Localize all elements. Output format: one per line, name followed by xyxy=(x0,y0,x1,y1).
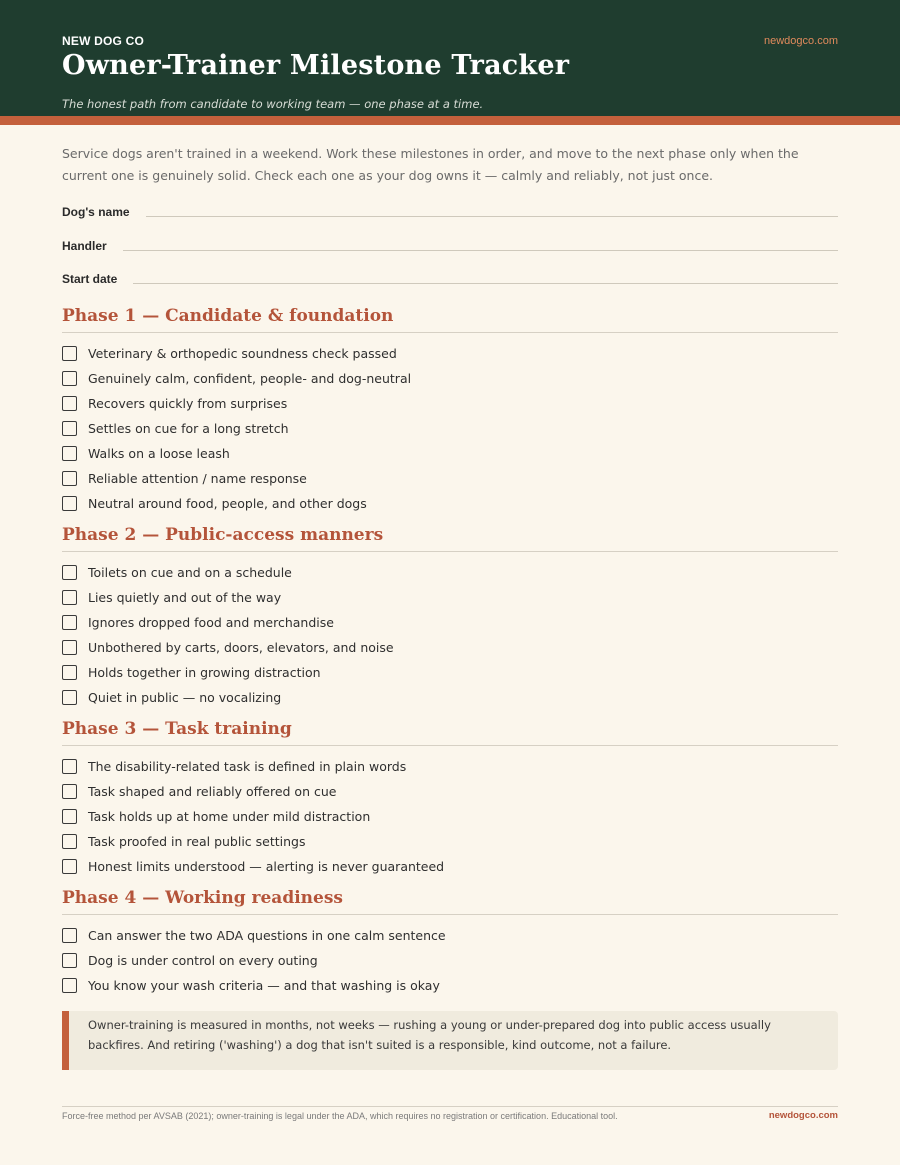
checklist-item[interactable] xyxy=(62,470,307,486)
start-date-input-line[interactable] xyxy=(133,283,838,284)
checklist-item-label: Toilets on cue and on a schedule xyxy=(88,564,292,580)
checkbox[interactable] xyxy=(62,346,77,361)
field-start-date[interactable] xyxy=(62,266,838,286)
checklist-item-label: Can answer the two ADA questions in one calm sentence xyxy=(88,927,446,943)
checkbox[interactable] xyxy=(62,928,77,943)
dogs-name-input-line[interactable] xyxy=(146,216,838,217)
header-site-link[interactable]: newdogco.com xyxy=(764,35,838,47)
checkbox[interactable] xyxy=(62,371,77,386)
checklist-item-label: Honest limits understood — alerting is never guaranteed xyxy=(88,858,445,874)
page-subtitle: The honest path from candidate to working team — one phase at a time. xyxy=(62,97,484,111)
checkbox[interactable] xyxy=(62,640,77,655)
checklist-item[interactable] xyxy=(62,420,289,436)
checklist-item-label: Walks on a loose leash xyxy=(88,445,230,461)
phase-3-title: Phase 3 — Task training xyxy=(62,719,838,746)
checkbox[interactable] xyxy=(62,665,77,680)
checklist-item[interactable] xyxy=(62,977,440,993)
checklist-item-label: Reliable attention / name response xyxy=(88,470,307,486)
checklist-item[interactable] xyxy=(62,345,397,361)
checklist-item[interactable] xyxy=(62,783,336,799)
field-dogs-name[interactable] xyxy=(62,199,838,219)
checkbox[interactable] xyxy=(62,590,77,605)
footer-divider xyxy=(62,1106,838,1107)
callout-note: Owner-training is measured in months, not weeks — rushing a young or under-prepared dog into public access usually backfires. And retiring ('washing') a dog that isn't suited is a responsible, kind outcome, not a failure. xyxy=(62,1011,838,1070)
checklist-item[interactable] xyxy=(62,639,394,655)
checklist-item[interactable] xyxy=(62,758,406,774)
checklist-item-label: Dog is under control on every outing xyxy=(88,952,318,968)
checkbox[interactable] xyxy=(62,759,77,774)
checkbox[interactable] xyxy=(62,859,77,874)
checklist-item[interactable] xyxy=(62,858,444,874)
checklist-item[interactable] xyxy=(62,664,321,680)
checklist-item[interactable] xyxy=(62,589,281,605)
checkbox[interactable] xyxy=(62,496,77,511)
checkbox[interactable] xyxy=(62,565,77,580)
brand-name: NEW DOG CO xyxy=(62,34,144,48)
checklist-item-label: Lies quietly and out of the way xyxy=(88,589,282,605)
checkbox[interactable] xyxy=(62,421,77,436)
checklist-item[interactable] xyxy=(62,808,370,824)
footer-disclaimer: Force-free method per AVSAB (2021); owner-training is legal under the ADA, which requires no registration or certification. Educational tool. xyxy=(62,1111,618,1121)
checkbox[interactable] xyxy=(62,471,77,486)
checklist-item[interactable] xyxy=(62,495,367,511)
checklist-item[interactable] xyxy=(62,927,446,943)
checkbox[interactable] xyxy=(62,784,77,799)
field-handler[interactable] xyxy=(62,233,838,253)
field-label: Dog's name xyxy=(62,205,130,219)
phase-2-title: Phase 2 — Public-access manners xyxy=(62,525,838,552)
checklist-item[interactable] xyxy=(62,445,230,461)
field-label: Start date xyxy=(62,272,118,286)
checkbox[interactable] xyxy=(62,978,77,993)
checklist-item-label: Ignores dropped food and merchandise xyxy=(88,614,334,630)
checklist-item-label: Genuinely calm, confident, people- and dog-neutral xyxy=(88,370,412,386)
checkbox[interactable] xyxy=(62,615,77,630)
checkbox[interactable] xyxy=(62,953,77,968)
checklist-item[interactable] xyxy=(62,833,306,849)
checkbox[interactable] xyxy=(62,690,77,705)
checklist-item-label: Task proofed in real public settings xyxy=(88,833,306,849)
checklist-item-label: Veterinary & orthopedic soundness check passed xyxy=(88,345,397,361)
checklist-item[interactable] xyxy=(62,689,281,705)
checklist-item[interactable] xyxy=(62,564,292,580)
checklist-item-label: Settles on cue for a long stretch xyxy=(88,420,289,436)
checklist-item-label: Task shaped and reliably offered on cue xyxy=(88,783,337,799)
checklist-item-label: Unbothered by carts, doors, elevators, and noise xyxy=(88,639,394,655)
checklist-item-label: Recovers quickly from surprises xyxy=(88,395,288,411)
checklist-item-label: Quiet in public — no vocalizing xyxy=(88,689,282,705)
checklist-item-label: The disability-related task is defined in plain words xyxy=(88,758,407,774)
checkbox[interactable] xyxy=(62,396,77,411)
checklist-item-label: You know your wash criteria — and that washing is okay xyxy=(88,977,440,993)
handler-input-line[interactable] xyxy=(123,250,838,251)
checkbox[interactable] xyxy=(62,809,77,824)
checkbox[interactable] xyxy=(62,446,77,461)
intro-paragraph: Service dogs aren't trained in a weekend. Work these milestones in order, and move to the next phase only when the current one is genuinely solid. Check each one as your dog owns it — calmly and reliably, not just once. xyxy=(62,146,799,183)
checklist-item[interactable] xyxy=(62,395,287,411)
phase-4-title: Phase 4 — Working readiness xyxy=(62,888,838,915)
checklist-item-label: Task holds up at home under mild distraction xyxy=(88,808,371,824)
checkbox[interactable] xyxy=(62,834,77,849)
phase-1-title: Phase 1 — Candidate & foundation xyxy=(62,306,838,333)
field-label: Handler xyxy=(62,239,107,253)
checklist-item-label: Neutral around food, people, and other dogs xyxy=(88,495,367,511)
checklist-item[interactable] xyxy=(62,952,318,968)
checklist-item-label: Holds together in growing distraction xyxy=(88,664,321,680)
checklist-item[interactable] xyxy=(62,370,411,386)
footer-site-link[interactable]: newdogco.com xyxy=(768,1110,838,1121)
checklist-item[interactable] xyxy=(62,614,334,630)
page-title: Owner-Trainer Milestone Tracker xyxy=(62,50,570,81)
header-accent-stripe xyxy=(0,116,900,125)
